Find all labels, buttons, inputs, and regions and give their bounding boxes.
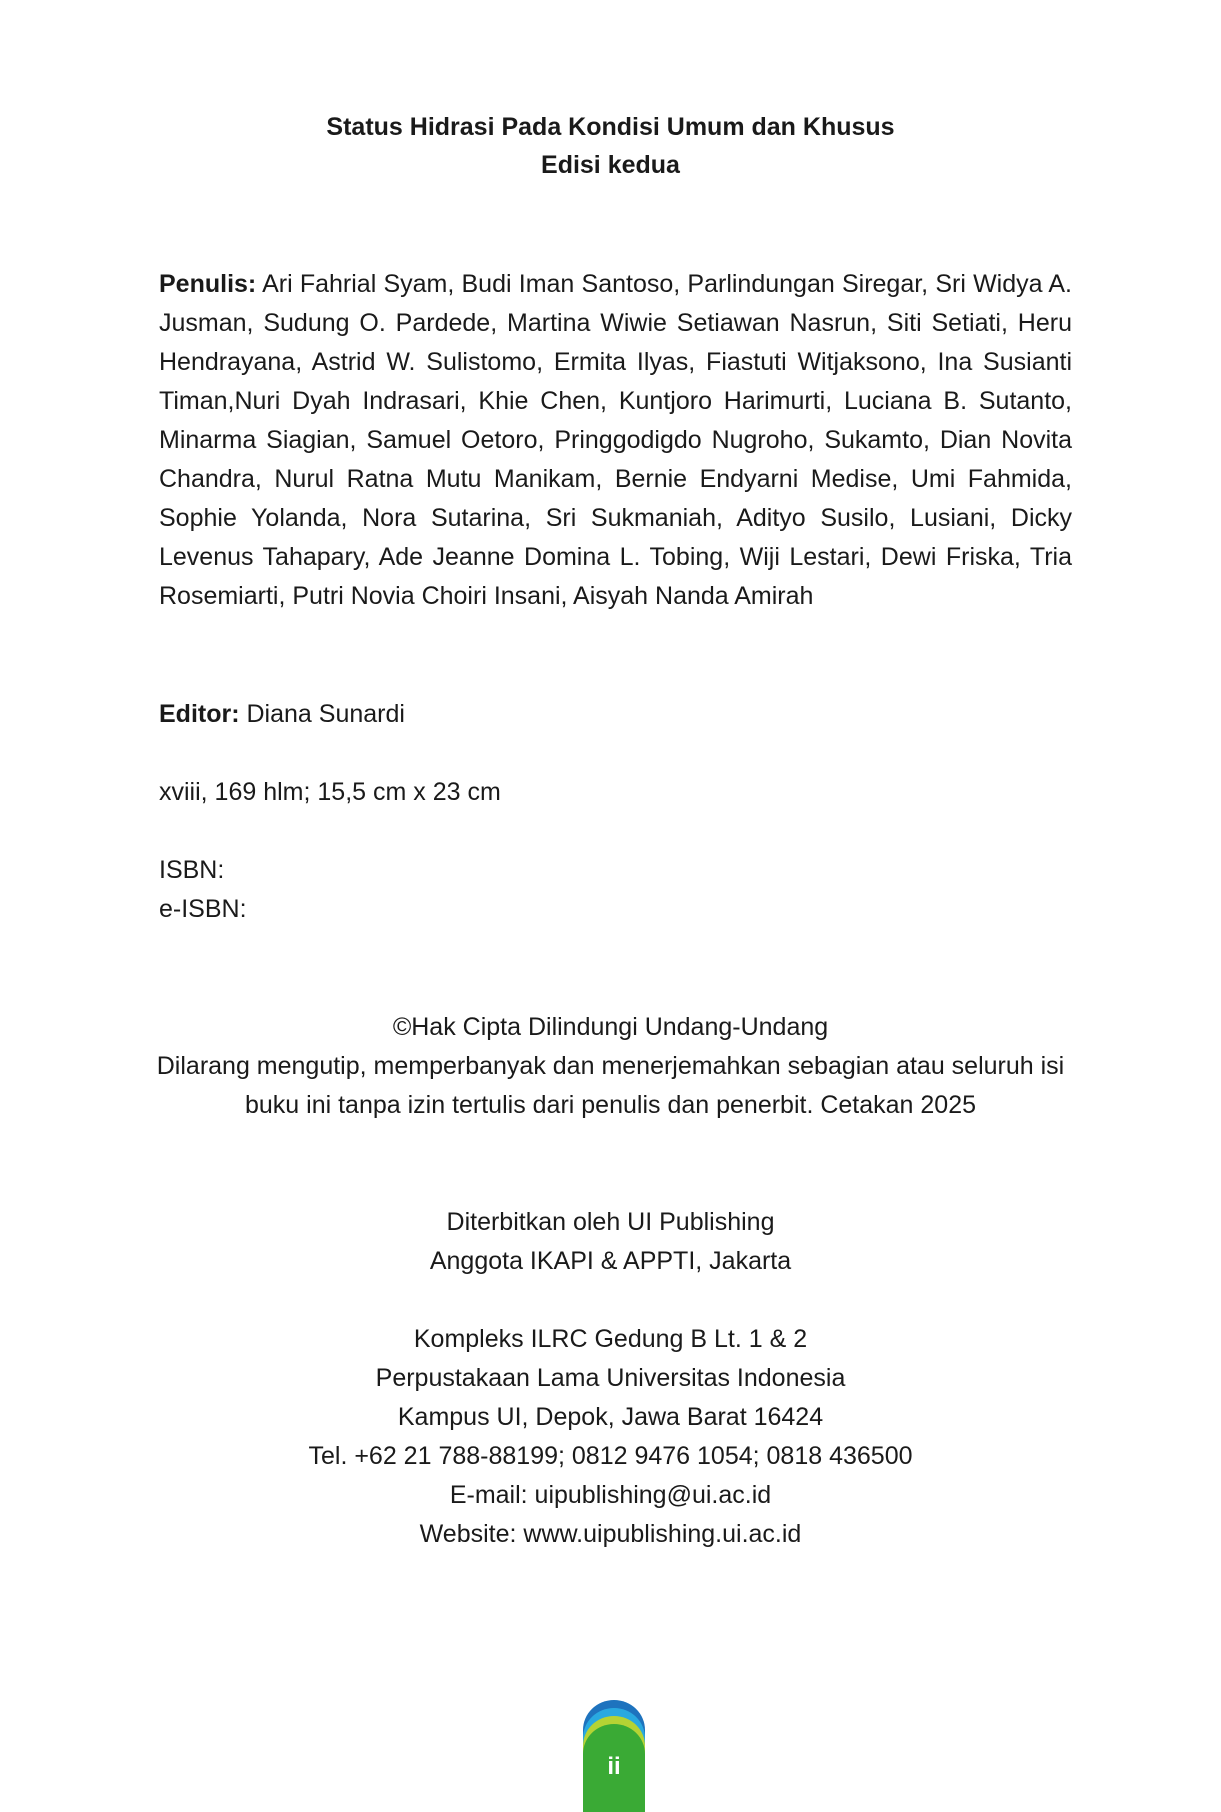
address-block — [0, 1320, 1221, 1554]
email-line: E-mail: uipublishing@ui.ac.id — [449, 1481, 772, 1509]
publisher-membership: Anggota IKAPI & APPTI, Jakarta — [429, 1247, 792, 1275]
authors-paragraph — [159, 265, 1072, 616]
editor-label: Editor: — [159, 700, 240, 728]
copyright-heading: ©Hak Cipta Dilindungi Undang-Undang — [392, 1013, 829, 1041]
book-title — [0, 108, 1221, 184]
publisher-name: Diterbitkan oleh UI Publishing — [446, 1208, 775, 1236]
page-number: ii — [607, 1753, 621, 1780]
copyright-notice: Dilarang mengutip, memperbanyak dan menerjemahkan sebagian atau seluruh isi buku ini tanpa izin tertulis dari penulis dan penerbit. Cetakan 2025 — [156, 1052, 1065, 1119]
title-edition: Edisi kedua — [541, 151, 680, 179]
isbn-label: ISBN: — [159, 856, 225, 884]
address-line-1: Kompleks ILRC Gedung B Lt. 1 & 2 — [413, 1325, 808, 1353]
isbn-block — [159, 851, 1072, 929]
publisher-block — [0, 1203, 1221, 1281]
address-line-2: Perpustakaan Lama Universitas Indonesia — [375, 1364, 846, 1392]
eisbn-label: e-ISBN: — [159, 895, 247, 923]
address-line-3: Kampus UI, Depok, Jawa Barat 16424 — [397, 1403, 824, 1431]
editor-line — [159, 695, 1072, 734]
website-line: Website: www.uipublishing.ui.ac.id — [419, 1520, 802, 1548]
physical-description: xviii, 169 hlm; 15,5 cm x 23 cm — [159, 778, 501, 806]
copyright-block — [0, 1008, 1221, 1125]
authors-names: Ari Fahrial Syam, Budi Iman Santoso, Parlindungan Siregar, Sri Widya A. Jusman, Sudung O. Pardede, Martina Wiwie Setiawan Nasrun, Siti Setiati, Heru Hendrayana, Astrid W. Sulistomo, Ermita Ilyas, Fiastuti Witjaksono, Ina Susianti Timan,Nuri Dyah Indrasari, Khie Chen, Kuntjoro Harimurti, Luciana B. Sutanto, Minarma Siagian, Samuel Oetoro, Pringgodigdo Nugroho, Sukamto, Dian Novita Chandra, Nurul Ratna Mutu Manikam, Bernie Endyarni Medise, Umi Fahmida, Sophie Yolanda, Nora Sutarina, Sri Sukmaniah, Adityo Susilo, Lusiani, Dicky Levenus Tahapary, Ade Jeanne Domina L. Tobing, Wiji Lestari, Dewi Friska, Tria Rosemiarti, Putri Novia Choiri Insani, Aisyah Nanda Amirah — [159, 270, 1072, 610]
editor-name: Diana Sunardi — [246, 700, 405, 728]
title-main: Status Hidrasi Pada Kondisi Umum dan Khusus — [326, 113, 895, 141]
phone-line: Tel. +62 21 788-88199; 0812 9476 1054; 0818 436500 — [308, 1442, 913, 1470]
authors-label: Penulis: — [159, 270, 257, 298]
